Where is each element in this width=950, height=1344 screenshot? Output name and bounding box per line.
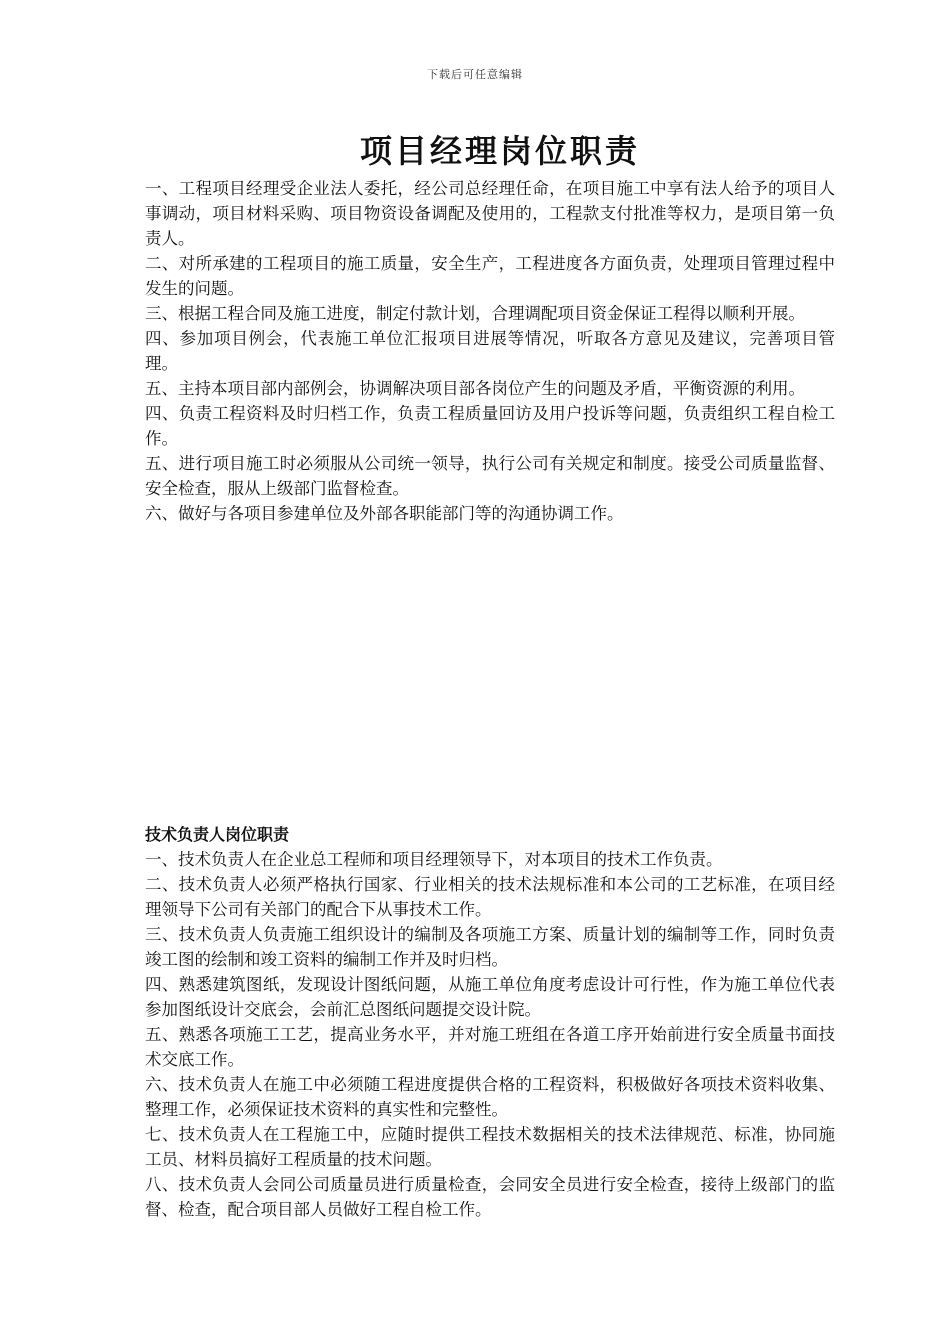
tech-duty-paragraph-2: 二、技术负责人必须严格执行国家、行业相关的技术法规标准和本公司的工艺标准，在项目经理领导下公司有关部门的配合下从事技术工作。 bbox=[145, 875, 835, 919]
duty-paragraph-8: 六、做好与各项目参建单位及外部各职能部门等的沟通协调工作。 bbox=[145, 504, 624, 523]
duty-paragraph-7: 五、进行项目施工时必须服从公司统一领导，执行公司有关规定和制度。接受公司质量监督、安全检查，服从上级部门监督检查。 bbox=[145, 454, 835, 498]
duty-paragraph-2: 二、对所承建的工程项目的施工质量，安全生产，工程进度各方面负责，处理项目管理过程中发生的问题。 bbox=[145, 254, 835, 298]
tech-duty-paragraph-6: 六、技术负责人在施工中必须随工程进度提供合格的工程资料，积极做好各项技术资料收集、整理工作，必须保证技术资料的真实性和完整性。 bbox=[145, 1075, 835, 1119]
project-manager-duties-section bbox=[145, 176, 835, 526]
document-title: 项目经理岗位职责 bbox=[359, 132, 640, 170]
tech-duty-paragraph-7: 七、技术负责人在工程施工中，应随时提供工程技术数据相关的技术法律规范、标准，协同施工员、材料员搞好工程质量的技术问题。 bbox=[145, 1125, 835, 1169]
duty-paragraph-1: 一、工程项目经理受企业法人委托，经公司总经理任命，在项目施工中享有法人给予的项目人事调动，项目材料采购、项目物资设备调配及使用的，工程款支付批准等权力，是项目第一负责人。 bbox=[145, 179, 835, 248]
tech-duty-paragraph-8: 八、技术负责人会同公司质量员进行质量检查，会同安全员进行安全检查，接待上级部门的监督、检查，配合项目部人员做好工程自检工作。 bbox=[145, 1175, 835, 1219]
duty-paragraph-5: 五、主持本项目部内部例会，协调解决项目部各岗位产生的问题及矛盾，平衡资源的利用。 bbox=[145, 379, 805, 398]
technical-lead-duties-section bbox=[145, 822, 835, 1222]
duty-paragraph-4: 四、参加项目例会，代表施工单位汇报项目进展等情况，听取各方意见及建议，完善项目管理。 bbox=[145, 329, 835, 373]
duty-paragraph-3: 三、根据工程合同及施工进度，制定付款计划，合理调配项目资金保证工程得以顺利开展。 bbox=[145, 304, 805, 323]
tech-duty-paragraph-1: 一、技术负责人在企业总工程师和项目经理领导下，对本项目的技术工作负责。 bbox=[145, 850, 723, 869]
section-heading: 技术负责人岗位职责 bbox=[145, 825, 290, 844]
tech-duty-paragraph-5: 五、熟悉各项施工工艺，提高业务水平，并对施工班组在各道工序开始前进行安全质量书面技术交底工作。 bbox=[145, 1025, 835, 1069]
header-note: 下载后可任意编辑 bbox=[427, 68, 523, 81]
duty-paragraph-6: 四、负责工程资料及时归档工作，负责工程质量回访及用户投诉等问题，负责组织工程自检工作。 bbox=[145, 404, 835, 448]
tech-duty-paragraph-3: 三、技术负责人负责施工组织设计的编制及各项施工方案、质量计划的编制等工作，同时负责竣工图的绘制和竣工资料的编制工作并及时归档。 bbox=[145, 925, 835, 969]
tech-duty-paragraph-4: 四、熟悉建筑图纸，发现设计图纸问题，从施工单位角度考虑设计可行性，作为施工单位代表参加图纸设计交底会，会前汇总图纸问题提交设计院。 bbox=[145, 975, 835, 1019]
